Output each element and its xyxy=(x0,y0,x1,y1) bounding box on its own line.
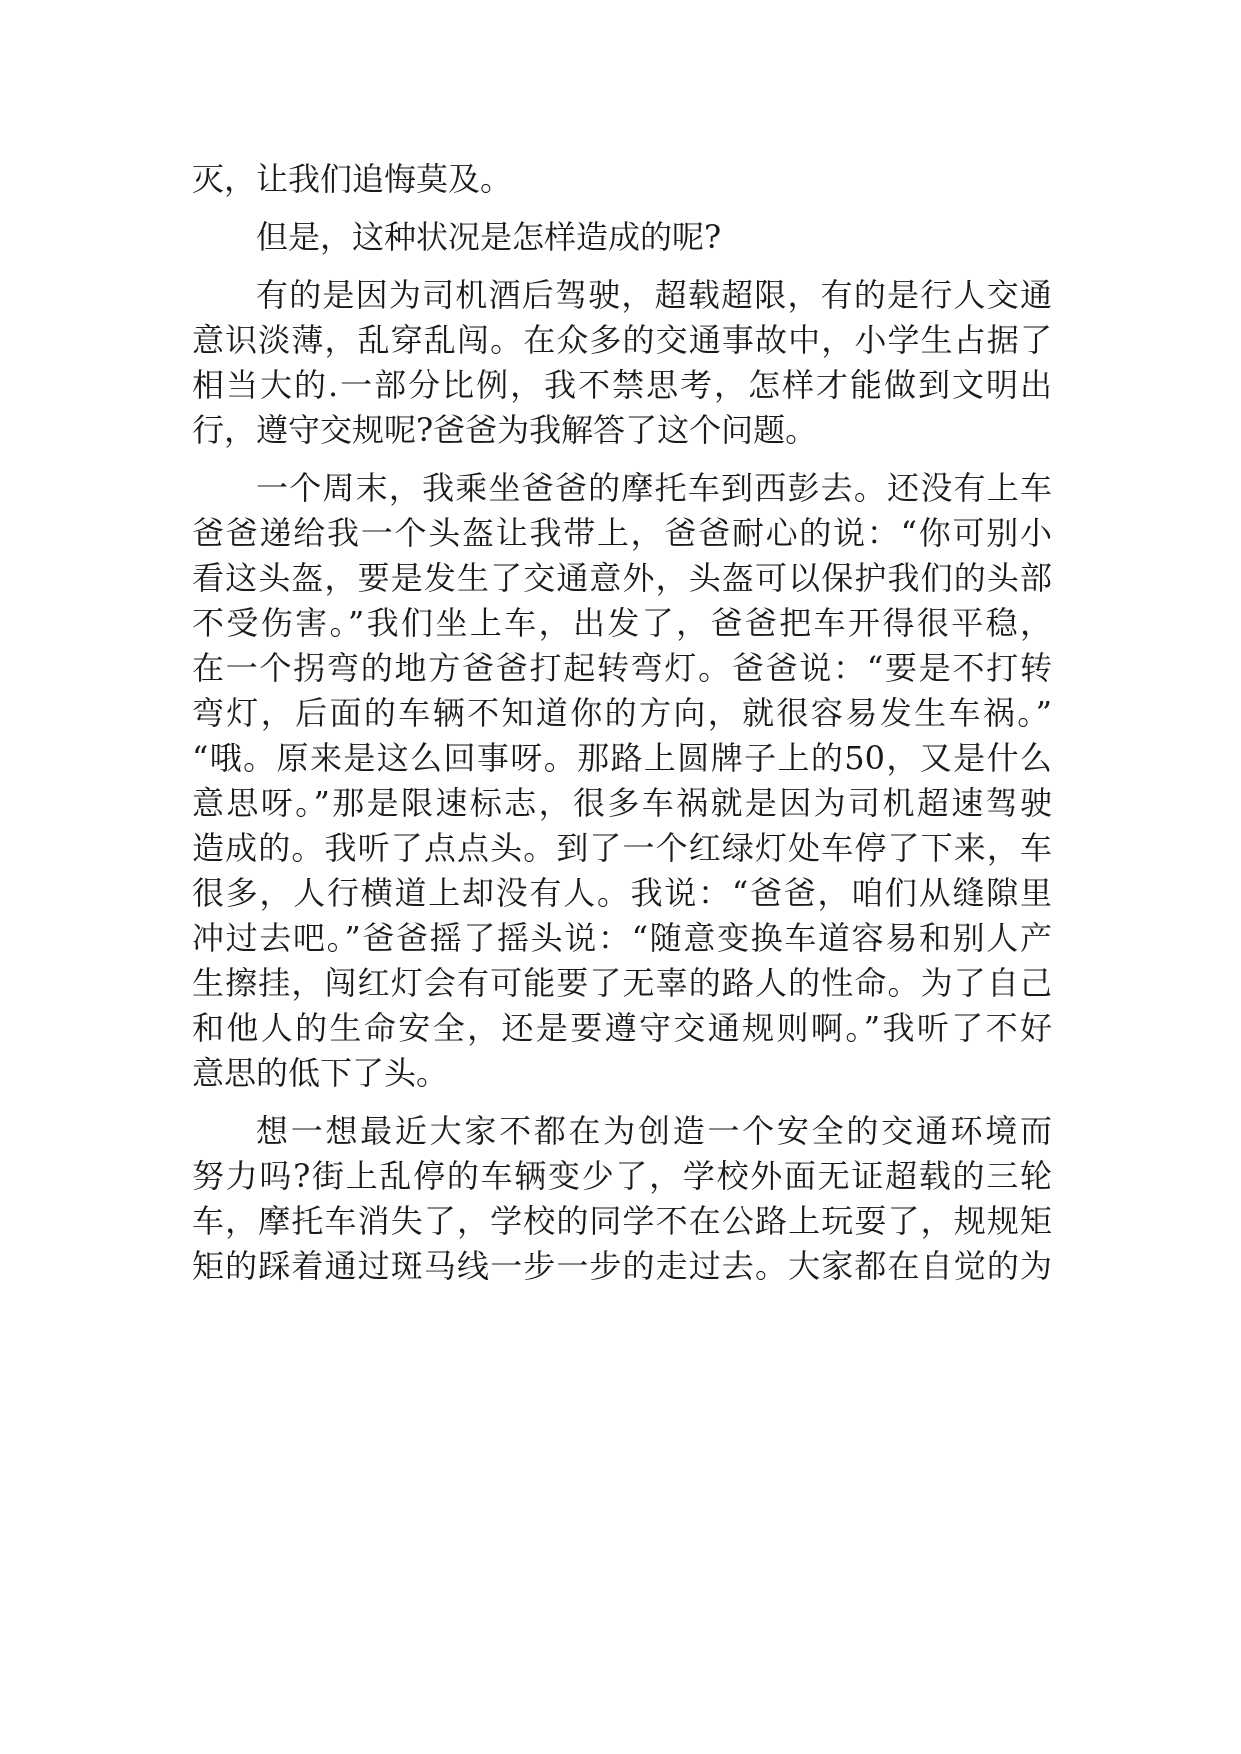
text-line: 造成的。我听了点点头。到了一个红绿灯处车停了下来，车 xyxy=(192,829,1052,867)
text-line: 矩的踩着通过斑马线一步一步的走过去。大家都在自觉的为 xyxy=(192,1247,1052,1285)
paragraph-2 xyxy=(192,216,1052,261)
text-line: 和他人的生命安全，还是要遵守交通规则啊。”我听了不好 xyxy=(192,1009,1052,1047)
paragraph-4 xyxy=(192,467,1052,1097)
text-line: 想一想最近大家不都在为创造一个安全的交通环境而 xyxy=(256,1112,1052,1150)
text-line: 相当大的.一部分比例，我不禁思考，怎样才能做到文明出 xyxy=(192,366,1052,404)
text-line: 弯灯，后面的车辆不知道你的方向，就很容易发生车祸。” xyxy=(192,694,1052,732)
text-line: 有的是因为司机酒后驾驶，超载超限，有的是行人交通 xyxy=(256,276,1052,314)
text-line: 不受伤害。”我们坐上车，出发了，爸爸把车开得很平稳， xyxy=(192,604,1052,642)
text-line: 行，遵守交规呢?爸爸为我解答了这个问题。 xyxy=(192,411,818,449)
text-line: 努力吗?街上乱停的车辆变少了，学校外面无证超载的三轮 xyxy=(192,1157,1052,1195)
text-line: “哦。原来是这么回事呀。那路上圆牌子上的50，又是什么 xyxy=(192,739,1052,777)
text-line: 但是，这种状况是怎样造成的呢? xyxy=(256,218,722,256)
text-line: 在一个拐弯的地方爸爸打起转弯灯。爸爸说：“要是不打转 xyxy=(192,649,1052,687)
text-line: 意思呀。”那是限速标志，很多车祸就是因为司机超速驾驶 xyxy=(192,784,1052,822)
text-line: 冲过去吧。”爸爸摇了摇头说：“随意变换车道容易和别人产 xyxy=(192,919,1052,957)
document-page xyxy=(192,158,1052,1290)
text-line: 一个周末，我乘坐爸爸的摩托车到西彭去。还没有上车 xyxy=(256,469,1052,507)
text-line: 意识淡薄，乱穿乱闯。在众多的交通事故中，小学生占据了 xyxy=(192,321,1052,359)
text-line: 看这头盔，要是发生了交通意外，头盔可以保护我们的头部 xyxy=(192,559,1052,597)
text-line: 很多，人行横道上却没有人。我说：“爸爸，咱们从缝隙里 xyxy=(192,874,1052,912)
text-line: 爸爸递给我一个头盔让我带上，爸爸耐心的说：“你可别小 xyxy=(192,514,1052,552)
text-line: 生擦挂，闯红灯会有可能要了无辜的路人的性命。为了自己 xyxy=(192,964,1052,1002)
text-line: 灭，让我们追悔莫及。 xyxy=(192,160,513,198)
text-line: 意思的低下了头。 xyxy=(192,1054,449,1092)
paragraph-1 xyxy=(192,158,1052,203)
text-line: 车，摩托车消失了，学校的同学不在公路上玩耍了，规规矩 xyxy=(192,1202,1052,1240)
paragraph-5 xyxy=(192,1110,1052,1290)
paragraph-3 xyxy=(192,274,1052,454)
